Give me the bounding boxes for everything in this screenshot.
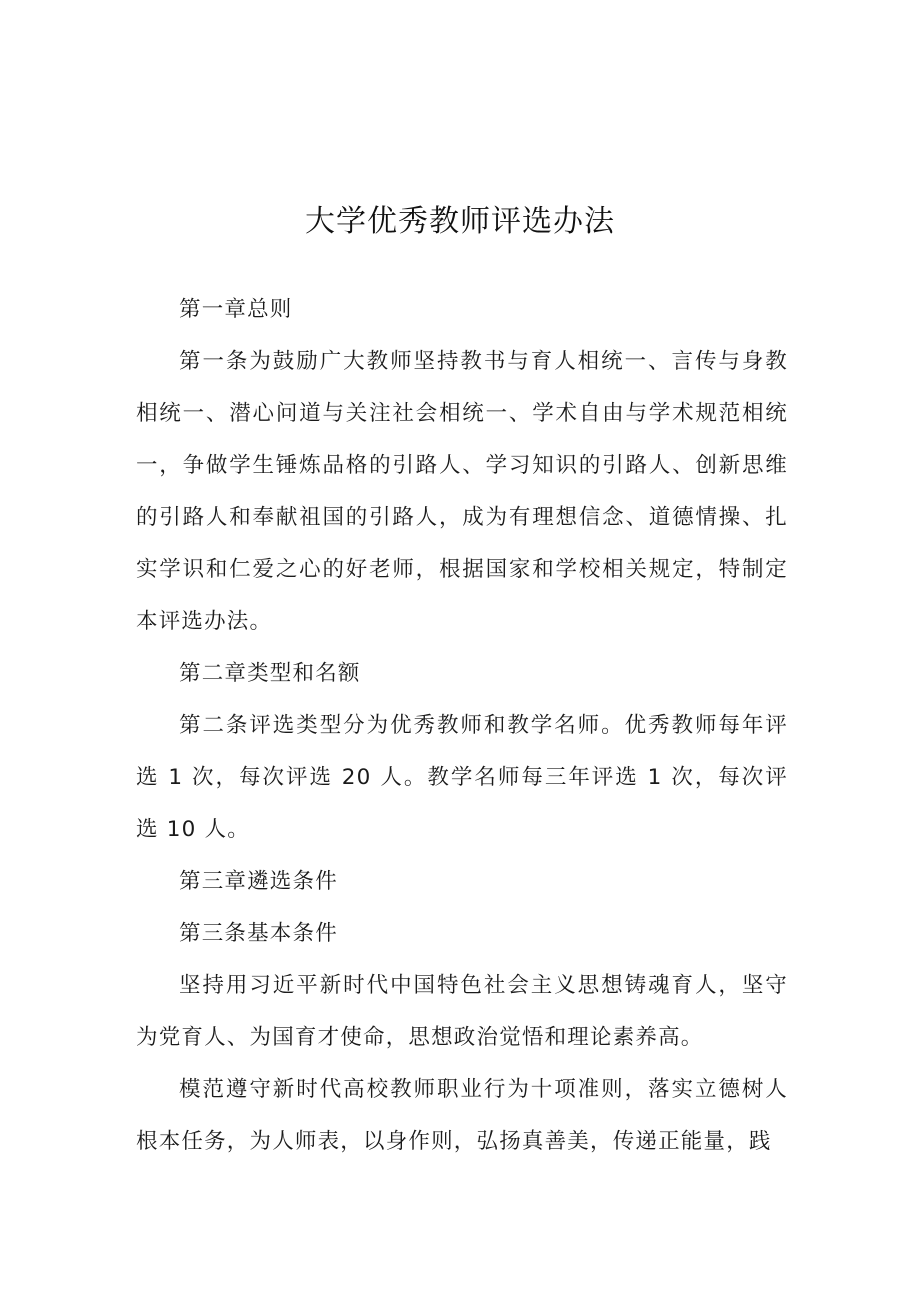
chapter-heading-3: 第三章遴选条件: [179, 869, 338, 894]
article-2-paragraph: 第二条评选类型分为优秀教师和教学名师。优秀教师每年评选 1 次，每次评选 20 人。教学名师每三年评选 1 次，每次评选 10 人。: [136, 713, 788, 842]
condition-paragraph-1: 坚持用习近平新时代中国特色社会主义思想铸魂育人，坚守为党育人、为国育才使命，思想政治觉悟和理论素养高。: [136, 973, 788, 1050]
article-3-heading: 第三条基本条件: [179, 921, 338, 946]
document-title: 大学优秀教师评选办法: [305, 204, 615, 239]
condition-paragraph-2: 模范遵守新时代高校教师职业行为十项准则，落实立德树人根本任务，为人师表，以身作则，弘扬真善美，传递正能量，践: [136, 1077, 788, 1154]
document-body: [136, 284, 788, 1168]
chapter-heading-1: 第一章总则: [179, 297, 293, 322]
chapter-heading-2: 第二章类型和名额: [179, 661, 361, 686]
article-1-paragraph: 第一条为鼓励广大教师坚持教书与育人相统一、言传与身教相统一、潜心问道与关注社会相统一、学术自由与学术规范相统一，争做学生锤炼品格的引路人、学习知识的引路人、创新思维的引路人和奉献祖国的引路人，成为有理想信念、道德情操、扎实学识和仁爱之心的好老师，根据国家和学校相关规定，特制定本评选办法。: [136, 349, 788, 634]
